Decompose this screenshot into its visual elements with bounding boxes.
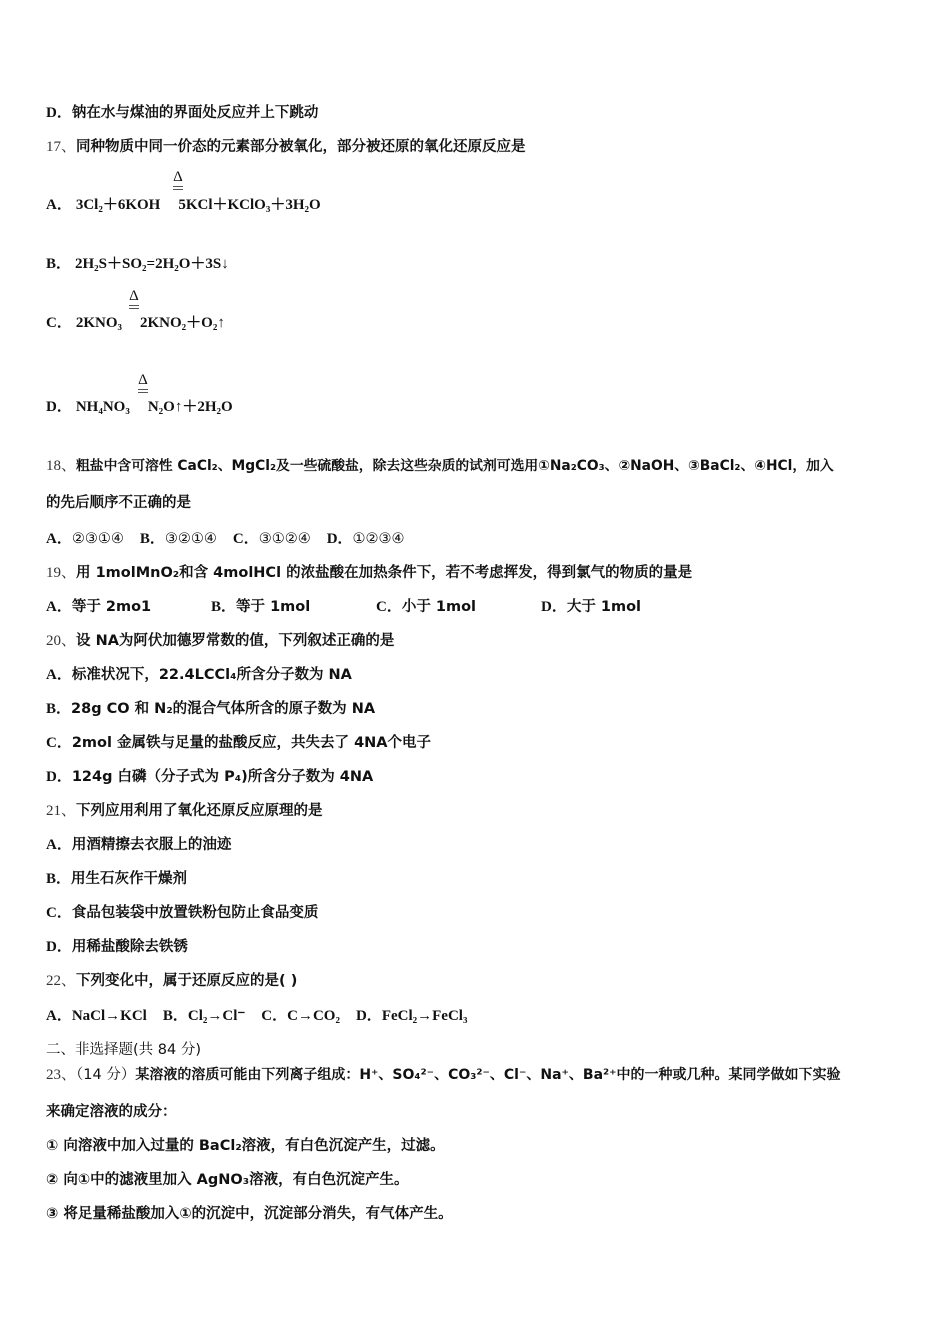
option-label: D． [541,599,567,615]
q22-options [46,1005,467,1026]
question-text: 下列变化中，属于还原反应的是( ) [76,973,298,989]
question-number: 22、 [46,973,77,989]
option-b-text: Cl₂→Cl⁻ [187,1008,246,1024]
question-number: 23、 [46,1067,77,1083]
equation-lhs: NH₄NO₃ [75,399,130,415]
question-number: 17、 [46,139,77,155]
option-label: D． [46,399,72,415]
step-text: ③ 将足量稀盐酸加入①的沉淀中，沉淀部分消失，有气体产生。 [46,1206,453,1222]
question-20-stem [46,630,394,651]
equation-lhs: 3Cl₂＋6KOH [75,197,161,213]
option-label: C． [376,599,402,615]
option-label: C． [46,315,72,331]
option-label: D． [46,769,72,785]
q20-option-b [46,698,375,719]
option-label: C． [46,905,72,921]
option-text: 28g CO 和 N₂的混合气体所含的原子数为 NA [71,701,376,717]
question-number: 18、 [46,458,77,474]
equation-rhs: 2KNO₂＋O₂↑ [140,315,225,331]
option-text: 2mol 金属铁与足量的盐酸反应，共失去了 4NA个电子 [71,735,432,751]
heat-condition-icon: Δ [170,170,186,190]
q20-option-c [46,732,431,753]
option-text: 用稀盐酸除去铁锈 [71,939,188,955]
question-text: 来确定溶液的成分： [46,1104,177,1120]
option-label: D． [46,105,72,121]
option-d-text: FeCl₂→FeCl₃ [381,1008,468,1024]
question-text: 某溶液的溶质可能由下列离子组成：H⁺、SO₄²⁻、CO₃²⁻、Cl⁻、Na⁺、Ba²⁺中的一种或几种。某同学做如下实验 [135,1067,841,1083]
option-d-text: 大于 1mol [566,599,642,615]
question-17-stem [46,136,526,157]
option-label: C． [46,735,72,751]
section-heading [46,1039,201,1060]
option-label: D． [326,531,353,547]
q23-step-3 [46,1203,453,1224]
question-text: 用 1molMnO₂和含 4molHCl 的浓盐酸在加热条件下，若不考虑挥发，得到氯气的物质的量是 [76,565,693,581]
question-text: 下列应用利用了氧化还原反应原理的是 [76,803,323,819]
option-label: A． [46,599,72,615]
q19-options [46,596,666,617]
option-label: A． [46,837,72,853]
question-18-stem-cont [46,492,191,513]
equation: 2H₂S＋SO₂=2H₂O＋3S↓ [75,256,229,272]
question-number: 21、 [46,803,77,819]
question-text: 粗盐中含可溶性 CaCl₂、MgCl₂及一些硫酸盐，除去这些杂质的试剂可选用①Na₂CO₃、②NaOH、③BaCl₂、④HCl，加入 [76,458,834,474]
q17-option-b [46,253,229,274]
option-label: B． [211,599,237,615]
question-23-stem-cont [46,1101,177,1122]
q17-option-a [46,194,321,215]
option-d-text: ①②③④ [352,531,405,547]
q23-step-2 [46,1169,409,1190]
q20-option-d [46,766,373,787]
option-label: A． [46,197,72,213]
q18-options [46,528,405,549]
option-label: D． [355,1008,382,1024]
option-a-text: NaCl→KCl [71,1008,147,1024]
question-23-stem [46,1064,841,1085]
question-18-stem [46,455,834,476]
question-number: 19、 [46,565,77,581]
option-label: B． [162,1008,188,1024]
question-21-stem [46,800,323,821]
section-heading-text: 二、非选择题(共 84 分) [46,1042,201,1058]
option-b-text: ③②①④ [164,531,217,547]
question-text: 设 NA为阿伏加德罗常数的值，下列叙述正确的是 [76,633,395,649]
option-label: C． [232,531,259,547]
option-label: C． [261,1008,288,1024]
q23-step-1 [46,1135,445,1156]
q16-option-d [46,102,318,123]
q21-option-a [46,834,231,855]
question-22-stem [46,970,297,991]
equation-lhs: 2KNO₃ [75,315,123,331]
option-text: 用酒精擦去衣服上的油迹 [71,837,232,853]
q17-option-d [46,396,233,417]
option-label: B． [46,256,72,272]
option-b-text: 等于 1mol [236,599,311,615]
equation-rhs: N₂O↑＋2H₂O [147,399,233,415]
option-a-text: 等于 2mo1 [71,599,152,615]
option-label: A． [46,667,72,683]
option-label: B． [139,531,165,547]
option-label: A． [46,531,72,547]
q17-option-c [46,312,225,333]
q20-option-a [46,664,352,685]
heat-condition-icon: Δ [135,373,151,393]
option-c-text: C→CO₂ [287,1008,340,1024]
option-a-text: ②③①④ [71,531,124,547]
equation-rhs: 5KCl＋KClO₃＋3H₂O [178,197,321,213]
option-text: 钠在水与煤油的界面处反应并上下跳动 [71,105,319,121]
q21-option-c [46,902,318,923]
option-text: 标准状况下，22.4LCCl₄所含分子数为 NA [71,667,352,683]
option-c-text: 小于 1mol [401,599,477,615]
option-text: 用生石灰作干燥剂 [71,871,188,887]
option-label: A． [46,1008,72,1024]
question-points: （14 分） [76,1067,136,1083]
step-text: ② 向①中的滤液里加入 AgNO₃溶液，有白色沉淀产生。 [46,1172,409,1188]
question-text: 的先后顺序不正确的是 [46,495,191,511]
option-label: B． [46,871,72,887]
option-text: 124g 白磷（分子式为 P₄)所含分子数为 4NA [71,769,374,785]
step-text: ① 向溶液中加入过量的 BaCl₂溶液，有白色沉淀产生，过滤。 [46,1138,445,1154]
option-label: D． [46,939,72,955]
option-label: B． [46,701,72,717]
option-c-text: ③①②④ [258,531,311,547]
q21-option-b [46,868,187,889]
question-19-stem [46,562,692,583]
q21-option-d [46,936,188,957]
heat-condition-icon: Δ [126,289,142,309]
question-number: 20、 [46,633,77,649]
option-text: 食品包装袋中放置铁粉包防止食品变质 [71,905,319,921]
question-text: 同种物质中同一价态的元素部分被氧化，部分被还原的氧化还原反应是 [76,139,526,155]
